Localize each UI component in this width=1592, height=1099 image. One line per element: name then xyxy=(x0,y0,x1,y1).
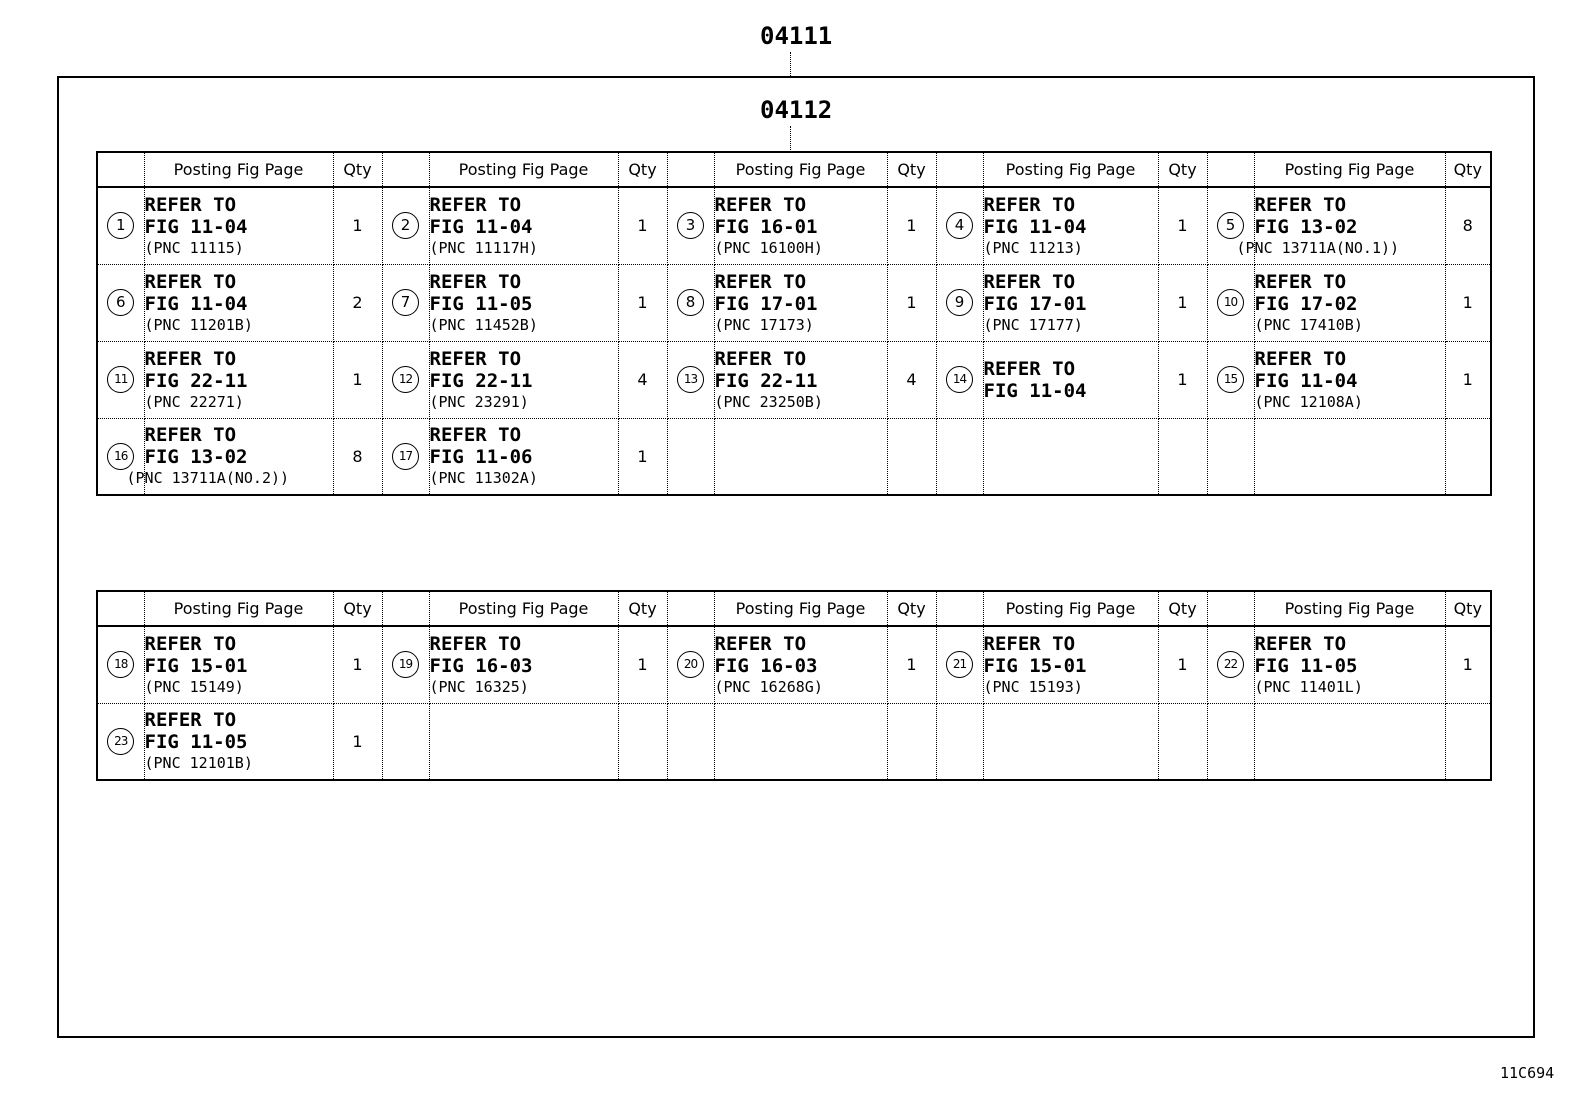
ref-number-cell xyxy=(1207,626,1254,703)
qty-cell xyxy=(1158,264,1207,341)
header-posting-fig-page: Posting Fig Page xyxy=(1254,152,1445,187)
ref-number-badge: 9 xyxy=(946,289,973,316)
fig-link[interactable]: FIG 17-02 xyxy=(1254,292,1358,315)
qty-cell xyxy=(333,187,382,264)
fig-link[interactable]: FIG 16-03 xyxy=(714,654,818,677)
ref-number-badge: 18 xyxy=(107,651,134,678)
qty-cell xyxy=(887,264,936,341)
qty-cell xyxy=(1158,187,1207,264)
header-num-cell xyxy=(1207,152,1254,187)
posting-cell xyxy=(983,264,1158,341)
refer-to-text[interactable]: REFER TO xyxy=(144,270,237,293)
pnc-code: (PNC 11452B) xyxy=(429,315,538,334)
qty-value: 1 xyxy=(637,655,648,675)
header-posting-fig-page: Posting Fig Page xyxy=(983,152,1158,187)
posting-cell xyxy=(429,341,618,418)
refer-to-text[interactable]: REFER TO xyxy=(714,347,807,370)
refer-to-text[interactable]: REFER TO xyxy=(429,270,522,293)
fig-link[interactable]: FIG 11-05 xyxy=(429,292,533,315)
qty-value: 1 xyxy=(1177,655,1188,675)
qty-value: 2 xyxy=(352,293,363,312)
qty-value: 1 xyxy=(1177,370,1188,389)
qty-value: 1 xyxy=(637,216,648,236)
qty-value: 1 xyxy=(1462,655,1473,675)
header-num-cell xyxy=(382,591,429,626)
refer-to-text[interactable]: REFER TO xyxy=(1254,193,1347,216)
header-num-cell xyxy=(667,152,714,187)
header-posting-fig-page: Posting Fig Page xyxy=(429,152,618,187)
table-row xyxy=(97,341,1491,418)
qty-cell xyxy=(618,264,667,341)
reference-table-2 xyxy=(96,590,1492,781)
qty-value: 1 xyxy=(352,216,363,236)
pnc-code: (PNC 16325) xyxy=(429,677,529,696)
ref-number-badge: 21 xyxy=(946,651,973,678)
posting-cell xyxy=(714,341,887,418)
qty-cell xyxy=(1445,187,1491,264)
header-qty: Qty xyxy=(887,591,936,626)
assembly-code-04112: 04112 xyxy=(760,96,833,124)
table-row xyxy=(97,187,1491,264)
ref-number-cell xyxy=(97,341,144,418)
posting-cell xyxy=(983,341,1158,418)
illustration-code: 11C694 xyxy=(1500,1064,1555,1082)
fig-link[interactable]: FIG 13-02 xyxy=(1254,215,1358,238)
qty-cell xyxy=(333,418,382,495)
header-posting-fig-page: Posting Fig Page xyxy=(983,591,1158,626)
fig-link[interactable]: FIG 15-01 xyxy=(144,654,248,677)
qty-cell xyxy=(618,341,667,418)
posting-cell xyxy=(1254,418,1445,495)
ref-number-cell xyxy=(97,187,144,264)
fig-link[interactable]: FIG 16-01 xyxy=(714,215,818,238)
fig-link[interactable]: FIG 11-04 xyxy=(144,292,248,315)
fig-link[interactable]: FIG 11-06 xyxy=(429,446,533,469)
qty-cell xyxy=(1158,341,1207,418)
qty-value: 1 xyxy=(352,655,363,675)
fig-link[interactable]: FIG 17-01 xyxy=(983,292,1087,315)
ref-number-cell xyxy=(97,264,144,341)
qty-value: 4 xyxy=(906,370,917,389)
header-posting-fig-page: Posting Fig Page xyxy=(429,591,618,626)
fig-link[interactable]: FIG 22-11 xyxy=(714,369,818,392)
pnc-code: (PNC 11201B) xyxy=(144,315,253,334)
qty-value: 4 xyxy=(637,370,648,389)
qty-cell xyxy=(1445,418,1491,495)
posting-cell xyxy=(1254,703,1445,780)
refer-to-text[interactable]: REFER TO xyxy=(983,632,1076,655)
qty-cell xyxy=(1445,626,1491,703)
pnc-code: (PNC 23291) xyxy=(429,392,529,411)
header-num-cell xyxy=(97,152,144,187)
qty-value: 1 xyxy=(1177,293,1188,312)
refer-to-text[interactable]: REFER TO xyxy=(1254,347,1347,370)
posting-cell xyxy=(983,187,1158,264)
ref-number-cell xyxy=(382,626,429,703)
header-posting-fig-page: Posting Fig Page xyxy=(714,591,887,626)
ref-number-badge: 7 xyxy=(392,289,419,316)
header-qty: Qty xyxy=(1445,591,1491,626)
ref-number-badge: 10 xyxy=(1217,289,1244,316)
pnc-code: (PNC 13711A(NO.2)) xyxy=(126,469,290,488)
header-num-cell xyxy=(382,152,429,187)
posting-cell xyxy=(144,626,333,703)
header-posting-fig-page: Posting Fig Page xyxy=(1254,591,1445,626)
refer-to-text[interactable]: REFER TO xyxy=(144,632,237,655)
leader-line-top xyxy=(790,52,791,76)
refer-to-text[interactable]: REFER TO xyxy=(144,193,237,216)
pnc-code: (PNC 13711A(NO.1)) xyxy=(1236,238,1400,257)
posting-cell xyxy=(144,703,333,780)
posting-cell xyxy=(983,703,1158,780)
ref-number-cell xyxy=(936,626,983,703)
ref-number-badge: 23 xyxy=(107,728,134,755)
table-row xyxy=(97,264,1491,341)
fig-link[interactable]: FIG 11-05 xyxy=(1254,654,1358,677)
posting-cell xyxy=(144,341,333,418)
refer-to-text[interactable]: REFER TO xyxy=(429,424,522,447)
qty-cell xyxy=(333,341,382,418)
ref-number-badge: 2 xyxy=(392,212,419,239)
ref-number-cell xyxy=(936,418,983,495)
ref-number-cell xyxy=(382,703,429,780)
pnc-code: (PNC 22271) xyxy=(144,392,244,411)
refer-to-text[interactable]: REFER TO xyxy=(714,632,807,655)
ref-number-cell xyxy=(667,703,714,780)
qty-cell xyxy=(1158,703,1207,780)
refer-to-text[interactable]: REFER TO xyxy=(983,357,1076,380)
fig-link[interactable]: FIG 11-04 xyxy=(144,215,248,238)
pnc-code: (PNC 11302A) xyxy=(429,469,538,488)
qty-value: 8 xyxy=(1462,216,1473,236)
qty-cell xyxy=(887,187,936,264)
ref-number-badge: 8 xyxy=(677,289,704,316)
qty-cell xyxy=(1445,703,1491,780)
pnc-code: (PNC 11213) xyxy=(983,238,1083,257)
pnc-code: (PNC 12101B) xyxy=(144,754,253,773)
ref-number-badge: 4 xyxy=(946,212,973,239)
header-posting-fig-page: Posting Fig Page xyxy=(144,591,333,626)
pnc-code: (PNC 16268G) xyxy=(714,677,823,696)
table-row xyxy=(97,626,1491,703)
refer-to-text[interactable]: REFER TO xyxy=(714,193,807,216)
ref-number-badge: 6 xyxy=(107,289,134,316)
assembly-code-04111: 04111 xyxy=(760,22,833,50)
fig-link[interactable]: FIG 17-01 xyxy=(714,292,818,315)
ref-number-badge: 19 xyxy=(392,651,419,678)
ref-number-cell xyxy=(936,187,983,264)
ref-number-badge: 17 xyxy=(392,443,419,470)
ref-number-cell xyxy=(382,264,429,341)
fig-link[interactable]: FIG 11-04 xyxy=(983,379,1087,402)
refer-to-text[interactable]: REFER TO xyxy=(1254,632,1347,655)
ref-number-cell xyxy=(1207,703,1254,780)
qty-value: 8 xyxy=(352,446,363,466)
refer-to-text[interactable]: REFER TO xyxy=(144,347,237,370)
ref-number-cell xyxy=(936,703,983,780)
fig-link[interactable]: FIG 13-02 xyxy=(144,446,248,469)
qty-value: 1 xyxy=(906,216,917,236)
header-qty: Qty xyxy=(618,152,667,187)
posting-cell xyxy=(429,626,618,703)
header-posting-fig-page: Posting Fig Page xyxy=(714,152,887,187)
posting-cell xyxy=(144,264,333,341)
table-row xyxy=(97,703,1491,780)
ref-number-badge: 5 xyxy=(1217,212,1244,239)
posting-cell xyxy=(1236,187,1445,264)
posting-cell xyxy=(1254,626,1445,703)
ref-number-cell xyxy=(667,187,714,264)
qty-value: 1 xyxy=(906,293,917,312)
header-qty: Qty xyxy=(333,152,382,187)
qty-value: 1 xyxy=(1462,370,1473,389)
qty-value: 1 xyxy=(1177,216,1188,236)
qty-value: 1 xyxy=(352,370,363,389)
posting-cell xyxy=(714,703,887,780)
qty-value: 1 xyxy=(637,293,648,312)
pnc-code: (PNC 17173) xyxy=(714,315,814,334)
posting-cell xyxy=(429,187,618,264)
posting-cell xyxy=(983,418,1158,495)
ref-number-badge: 20 xyxy=(677,651,704,678)
qty-cell xyxy=(333,703,382,780)
refer-to-text[interactable]: REFER TO xyxy=(144,709,237,732)
qty-value: 1 xyxy=(352,731,363,751)
posting-cell xyxy=(1254,341,1445,418)
header-qty: Qty xyxy=(333,591,382,626)
table-header-row xyxy=(97,152,1491,187)
qty-cell xyxy=(618,187,667,264)
ref-number-cell xyxy=(97,626,144,703)
fig-link[interactable]: FIG 11-04 xyxy=(983,215,1087,238)
posting-cell xyxy=(1254,264,1445,341)
pnc-code: (PNC 11401L) xyxy=(1254,677,1363,696)
table-row xyxy=(97,418,1491,495)
refer-to-text[interactable]: REFER TO xyxy=(429,632,522,655)
posting-cell xyxy=(429,418,618,495)
qty-cell xyxy=(1158,626,1207,703)
ref-number-cell xyxy=(97,703,144,780)
refer-to-text[interactable]: REFER TO xyxy=(983,193,1076,216)
pnc-code: (PNC 15149) xyxy=(144,677,244,696)
pnc-code: (PNC 12108A) xyxy=(1254,392,1363,411)
leader-line-inner xyxy=(790,126,791,152)
qty-cell xyxy=(1445,264,1491,341)
header-num-cell xyxy=(936,152,983,187)
ref-number-cell xyxy=(1207,264,1254,341)
ref-number-badge: 11 xyxy=(107,366,134,393)
qty-value: 1 xyxy=(906,655,917,675)
refer-to-text[interactable]: REFER TO xyxy=(983,270,1076,293)
posting-cell xyxy=(714,418,887,495)
qty-value: 1 xyxy=(1462,293,1473,312)
posting-cell xyxy=(429,264,618,341)
ref-number-cell xyxy=(382,418,429,495)
fig-link[interactable]: FIG 11-05 xyxy=(144,731,248,754)
header-num-cell xyxy=(936,591,983,626)
posting-cell xyxy=(429,703,618,780)
ref-number-badge: 13 xyxy=(677,366,704,393)
ref-number-cell xyxy=(936,264,983,341)
ref-number-badge: 1 xyxy=(107,212,134,239)
ref-number-badge: 16 xyxy=(107,443,134,470)
fig-link[interactable]: FIG 11-04 xyxy=(429,215,533,238)
refer-to-text[interactable]: REFER TO xyxy=(429,193,522,216)
fig-link[interactable]: FIG 16-03 xyxy=(429,654,533,677)
qty-cell xyxy=(1445,341,1491,418)
header-qty: Qty xyxy=(618,591,667,626)
ref-number-badge: 22 xyxy=(1217,651,1244,678)
ref-number-cell xyxy=(667,341,714,418)
header-num-cell xyxy=(1207,591,1254,626)
qty-cell xyxy=(887,626,936,703)
header-qty: Qty xyxy=(1158,591,1207,626)
qty-cell xyxy=(887,418,936,495)
ref-number-cell xyxy=(382,187,429,264)
pnc-code: (PNC 23250B) xyxy=(714,392,823,411)
header-qty: Qty xyxy=(1158,152,1207,187)
pnc-code: (PNC 17410B) xyxy=(1254,315,1363,334)
pnc-code: (PNC 15193) xyxy=(983,677,1083,696)
header-num-cell xyxy=(97,591,144,626)
ref-number-badge: 14 xyxy=(946,366,973,393)
header-qty: Qty xyxy=(887,152,936,187)
refer-to-text[interactable]: REFER TO xyxy=(144,424,237,447)
pnc-code: (PNC 17177) xyxy=(983,315,1083,334)
posting-cell xyxy=(714,626,887,703)
ref-number-cell xyxy=(1207,341,1254,418)
refer-to-text[interactable]: REFER TO xyxy=(1254,270,1347,293)
qty-cell xyxy=(618,703,667,780)
posting-cell xyxy=(144,187,333,264)
qty-value: 1 xyxy=(637,446,648,466)
ref-number-badge: 12 xyxy=(392,366,419,393)
fig-link[interactable]: FIG 15-01 xyxy=(983,654,1087,677)
ref-number-cell xyxy=(1207,418,1254,495)
reference-table-1 xyxy=(96,151,1492,496)
pnc-code: (PNC 11117H) xyxy=(429,238,538,257)
posting-cell xyxy=(714,187,887,264)
pnc-code: (PNC 16100H) xyxy=(714,238,823,257)
qty-cell xyxy=(333,264,382,341)
ref-number-cell xyxy=(667,418,714,495)
posting-cell xyxy=(126,418,333,495)
fig-link[interactable]: FIG 22-11 xyxy=(429,369,533,392)
ref-number-cell xyxy=(667,264,714,341)
ref-number-badge: 15 xyxy=(1217,366,1244,393)
qty-cell xyxy=(333,626,382,703)
header-qty: Qty xyxy=(1445,152,1491,187)
posting-cell xyxy=(983,626,1158,703)
ref-number-badge: 3 xyxy=(677,212,704,239)
qty-cell xyxy=(1158,418,1207,495)
header-posting-fig-page: Posting Fig Page xyxy=(144,152,333,187)
refer-to-text[interactable]: REFER TO xyxy=(429,347,522,370)
table-header-row xyxy=(97,591,1491,626)
ref-number-cell xyxy=(936,341,983,418)
pnc-code: (PNC 11115) xyxy=(144,238,244,257)
ref-number-cell xyxy=(667,626,714,703)
qty-cell xyxy=(618,626,667,703)
fig-link[interactable]: FIG 22-11 xyxy=(144,369,248,392)
qty-cell xyxy=(887,703,936,780)
header-num-cell xyxy=(667,591,714,626)
qty-cell xyxy=(887,341,936,418)
fig-link[interactable]: FIG 11-04 xyxy=(1254,369,1358,392)
posting-cell xyxy=(714,264,887,341)
ref-number-cell xyxy=(382,341,429,418)
refer-to-text[interactable]: REFER TO xyxy=(714,270,807,293)
qty-cell xyxy=(618,418,667,495)
